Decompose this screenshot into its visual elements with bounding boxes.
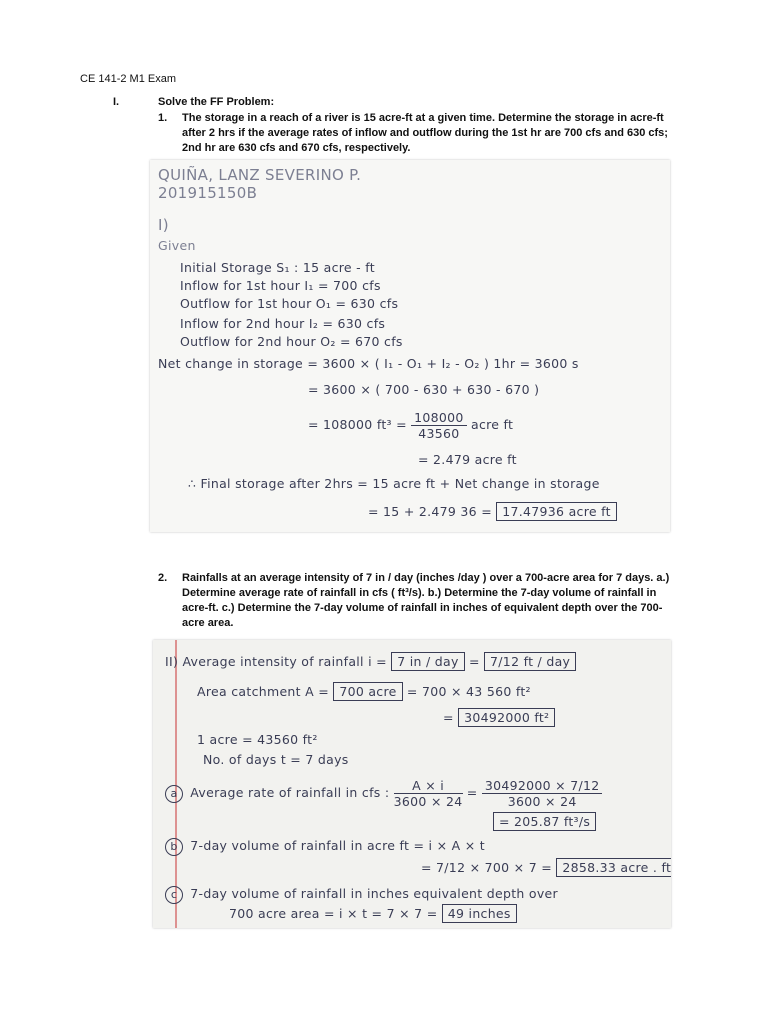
intensity-value: 7 in / day (391, 652, 464, 671)
intensity-label: Average intensity of rainfall i = (182, 654, 387, 669)
final-storage-sum: = 15 + 2.479 36 = (368, 504, 492, 519)
area-value: 700 acre (333, 682, 402, 701)
part-a-equals: = (466, 785, 478, 800)
given-outflow-2: Outflow for 2nd hour O₂ = 670 cfs (180, 334, 403, 349)
intensity-line (165, 654, 576, 669)
given-initial-storage: Initial Storage S₁ : 15 acre - ft (180, 260, 375, 275)
part-a-formula (394, 778, 463, 809)
part-a-sub-denominator: 3600 × 24 (507, 794, 577, 809)
net-change-result (308, 410, 513, 441)
net-change-acre-ft: = 2.479 acre ft (418, 452, 517, 467)
net-change-formula: Net change in storage = 3600 × ( I₁ - O₁ + I₂ - O₂ ) 1hr = 3600 s (158, 356, 579, 371)
student-name: QUIÑA, LANZ SEVERINO P. (158, 166, 362, 184)
area-ft2-value: 30492000 ft² (458, 708, 555, 727)
fraction-numerator: 108000 (411, 410, 467, 426)
part-c-label: 7-day volume of rainfall in inches equivalent depth over (190, 886, 558, 901)
question-1-number: 1. (158, 112, 168, 124)
part-a-formula-numerator: A × i (394, 778, 463, 794)
part-a-formula-denominator: 3600 × 24 (393, 794, 463, 809)
part-b-calc-line (421, 860, 671, 875)
part-a-label: Average rate of rainfall in cfs : (190, 785, 390, 800)
question-2-number: 2. (158, 572, 168, 584)
net-change-substitution: = 3600 × ( 700 - 630 + 630 - 670 ) (308, 382, 540, 397)
intensity-ft-per-day: 7/12 ft / day (484, 652, 576, 671)
area-ft2-equals: = (443, 710, 454, 725)
part-b-calc: = 7/12 × 700 × 7 = (421, 860, 553, 875)
given-outflow-1: Outflow for 1st hour O₁ = 630 cfs (180, 296, 399, 311)
student-id: 201915150B (158, 184, 258, 202)
part-b-line (165, 838, 485, 856)
part-c-answer: 49 inches (442, 904, 517, 923)
section-title: Solve the FF Problem: (158, 96, 275, 108)
area-label: Area catchment A = (197, 684, 330, 699)
part-a-line (165, 778, 602, 809)
question-2-text: Rainfalls at an average intensity of 7 in / day (inches /day ) over a 700-acre area for 7 days. a.) Determine average rate of rainfall in cfs ( ft³/s). b.) Determine the 7-day volume of rainfall in acre-ft. c.) Determine the 7-day volume of rainfall in inches of equivalent depth over the 700-acre area. (182, 572, 670, 629)
part-a-substitution (482, 778, 603, 809)
net-change-ft3: = 108000 ft³ = (308, 417, 407, 432)
given-inflow-2: Inflow for 2nd hour I₂ = 630 cfs (180, 316, 386, 331)
part-c-line (165, 886, 558, 904)
solution-1-photo (150, 160, 670, 532)
part-b-marker: b (165, 838, 183, 856)
final-storage-result (368, 504, 617, 519)
area-conversion: = 700 × 43 560 ft² (406, 684, 531, 699)
section-number: I. (113, 96, 120, 108)
part-a-sub-numerator: 30492000 × 7/12 (482, 778, 603, 794)
final-storage-formula: ∴ Final storage after 2hrs = 15 acre ft + Net change in storage (188, 476, 600, 491)
final-storage-answer: 17.47936 acre ft (496, 502, 617, 521)
area-ft2-line (443, 710, 555, 725)
solution-1-label: I) (158, 216, 169, 234)
question-1-text: The storage in a reach of a river is 15 acre-ft at a given time. Determine the storage in acre-ft after 2 hrs if the average rates of inflow and outflow during the 1st hr are 700 cfs and 630 cfs; 2nd hr are 630 cfs and 670 cfs, respectively. (182, 112, 668, 154)
number-of-days: No. of days t = 7 days (203, 752, 349, 767)
part-b-answer: 2858.33 acre . ft (556, 858, 671, 877)
part-c-calc-line (229, 906, 517, 921)
fraction-denominator: 43560 (418, 426, 460, 441)
part-a-answer: = 205.87 ft³/s (493, 812, 596, 831)
part-c-calc: 700 acre area = i × t = 7 × 7 = (229, 906, 438, 921)
solution-2-label: II) (165, 654, 179, 669)
solution-2-photo (153, 640, 671, 928)
intensity-equals: = (468, 654, 480, 669)
net-change-unit: acre ft (470, 417, 514, 432)
net-change-fraction (411, 410, 467, 441)
exam-title: CE 141-2 M1 Exam (80, 73, 176, 85)
acre-conversion: 1 acre = 43560 ft² (197, 732, 318, 747)
given-inflow-1: Inflow for 1st hour I₁ = 700 cfs (180, 278, 381, 293)
part-b-label: 7-day volume of rainfall in acre ft = i × A × t (190, 838, 485, 853)
part-a-answer-line (493, 814, 596, 829)
given-label: Given (158, 238, 196, 253)
area-line (197, 684, 531, 699)
part-c-marker: c (165, 886, 183, 904)
part-a-marker: a (165, 785, 183, 803)
